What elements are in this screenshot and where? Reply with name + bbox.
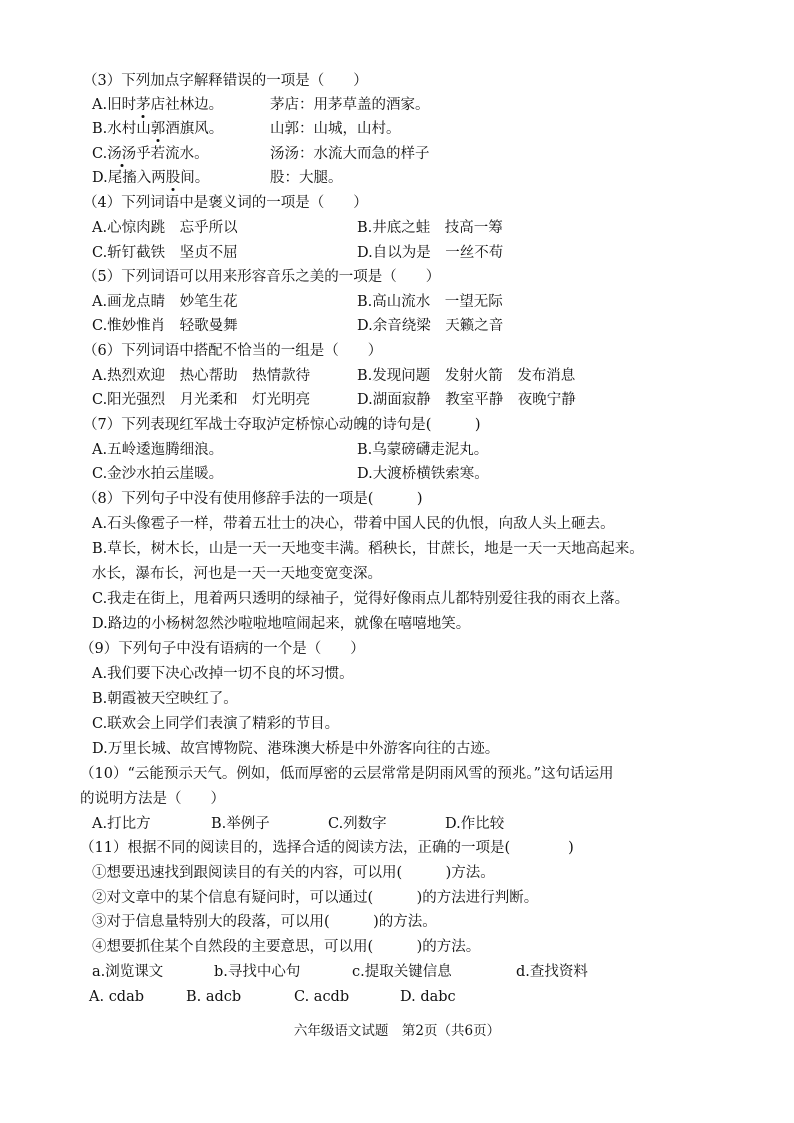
q10-option-c: C.列数字 — [328, 816, 387, 832]
q3-option-b-explanation: 山郭：山城，山村。 — [270, 121, 401, 137]
q7-option-b: B.乌蒙磅礴走泥丸。 — [357, 442, 489, 458]
q4-option-d: D.自以为是 一丝不苟 — [357, 245, 504, 261]
q3-option-b: B.水村山郭酒旗风。 — [92, 121, 224, 137]
q3-option-c-explanation: 汤汤：水流大而急的样子 — [270, 146, 430, 162]
q3-option-c: C.汤汤乎若流水。 — [92, 146, 209, 162]
q10-option-b: B.举例子 — [211, 816, 270, 832]
q8-option-b-line1: B.草长，树木长，山是一天一天地变丰满。稻秧长，甘蔗长，地是一天一天地高起来。 — [92, 541, 644, 557]
q11-item-2: ②对文章中的某个信息有疑问时，可以通过( )的方法进行判断。 — [92, 890, 539, 906]
q8-option-b-line2: 水长，瀑布长，河也是一天一天地变宽变深。 — [92, 566, 382, 582]
q3-option-a-explanation: 茅店：用茅草盖的酒家。 — [270, 97, 430, 113]
q9-option-a: A.我们要下决心改掉一切不良的坏习惯。 — [92, 666, 354, 682]
question-6-stem: （6）下列词语中搭配不恰当的一组是（ ） — [83, 343, 383, 359]
q11-option-d: D. dabc — [400, 989, 456, 1005]
q6-option-b: B.发现问题 发射火箭 发布消息 — [357, 368, 576, 384]
q11-item-3: ③对于信息量特别大的段落，可以用( )的方法。 — [92, 914, 437, 930]
q4-option-a: A.心惊肉跳 忘乎所以 — [92, 220, 238, 236]
question-10-stem-line1: （10）“云能预示天气。例如，低而厚密的云层常常是阴雨风雪的预兆。”这句话运用 — [80, 766, 614, 782]
q9-option-d: D.万里长城、故宫博物院、港珠澳大桥是中外游客向往的古迹。 — [92, 741, 500, 757]
q3-option-d: D.尾搐入两股间。 — [92, 170, 210, 186]
q8-option-d: D.路边的小杨树忽然沙啦啦地喧闹起来，就像在嘻嘻地笑。 — [92, 616, 471, 632]
question-10-stem-line2: 的说明方法是（ ） — [80, 791, 225, 807]
q4-option-c: C.斩钉截铁 坚贞不屈 — [92, 245, 238, 261]
q9-option-b: B.朝霞被天空映红了。 — [92, 691, 238, 707]
question-8-stem: （8）下列句子中没有使用修辞手法的一项是( ) — [83, 491, 423, 507]
question-5-stem: （5）下列词语可以用来形容音乐之美的一项是（ ） — [83, 269, 441, 285]
q11-method-a: a.浏览课文 — [92, 964, 164, 980]
question-3-stem: （3）下列加点字解释错误的一项是（ ） — [83, 73, 368, 89]
q10-option-a: A.打比方 — [92, 816, 151, 832]
q5-option-c: C.惟妙惟肖 轻歌曼舞 — [92, 318, 238, 334]
q8-option-c: C.我走在街上，甩着两只透明的绿袖子，觉得好像雨点儿都特别爱往我的雨衣上落。 — [92, 591, 630, 607]
page-footer: 六年级语文试题 第2页（共6页） — [293, 1023, 501, 1039]
q9-option-c: C.联欢会上同学们表演了精彩的节目。 — [92, 716, 340, 732]
q11-option-a: A. cdab — [89, 989, 145, 1005]
q5-option-a: A.画龙点睛 妙笔生花 — [92, 294, 238, 310]
q7-option-a: A.五岭逶迤腾细浪。 — [92, 442, 224, 458]
q4-option-b: B.井底之蛙 技高一筹 — [357, 220, 503, 236]
question-7-stem: （7）下列表现红军战士夺取泸定桥惊心动魄的诗句是( ) — [83, 417, 481, 433]
q5-option-b: B.高山流水 一望无际 — [357, 294, 503, 310]
q7-option-c: C.金沙水拍云崖暖。 — [92, 466, 224, 482]
q5-option-d: D.余音绕梁 天籁之音 — [357, 318, 504, 334]
q7-option-d: D.大渡桥横铁索寒。 — [357, 466, 489, 482]
question-4-stem: （4）下列词语中是褒义词的一项是（ ） — [83, 195, 368, 211]
q8-option-a: A.石头像雹子一样，带着五壮士的决心，带着中国人民的仇恨，向敌人头上砸去。 — [92, 516, 615, 532]
question-11-stem: （11）根据不同的阅读目的，选择合适的阅读方法，正确的一项是( ) — [80, 840, 574, 856]
q6-option-c: C.阳光强烈 月光柔和 灯光明亮 — [92, 392, 311, 408]
q11-method-d: d.查找资料 — [516, 964, 588, 980]
q11-option-c: C. acdb — [294, 989, 350, 1005]
q10-option-d: D.作比较 — [445, 816, 505, 832]
q11-method-b: b.寻找中心句 — [214, 964, 301, 980]
q6-option-d: D.湖面寂静 教室平静 夜晚宁静 — [357, 392, 576, 408]
q6-option-a: A.热烈欢迎 热心帮助 热情款待 — [92, 368, 311, 384]
q11-option-b: B. adcb — [186, 989, 242, 1005]
q11-item-4: ④想要抓住某个自然段的主要意思，可以用( )的方法。 — [92, 939, 481, 955]
q3-option-d-explanation: 股：大腿。 — [270, 170, 343, 186]
q3-option-a: A.旧时茅店社林边。 — [92, 97, 224, 113]
question-9-stem: （9）下列句子中没有语病的一个是（ ） — [80, 641, 365, 657]
q11-item-1: ①想要迅速找到跟阅读目的有关的内容，可以用( )方法。 — [92, 865, 495, 881]
q11-method-c: c.提取关键信息 — [352, 964, 452, 980]
